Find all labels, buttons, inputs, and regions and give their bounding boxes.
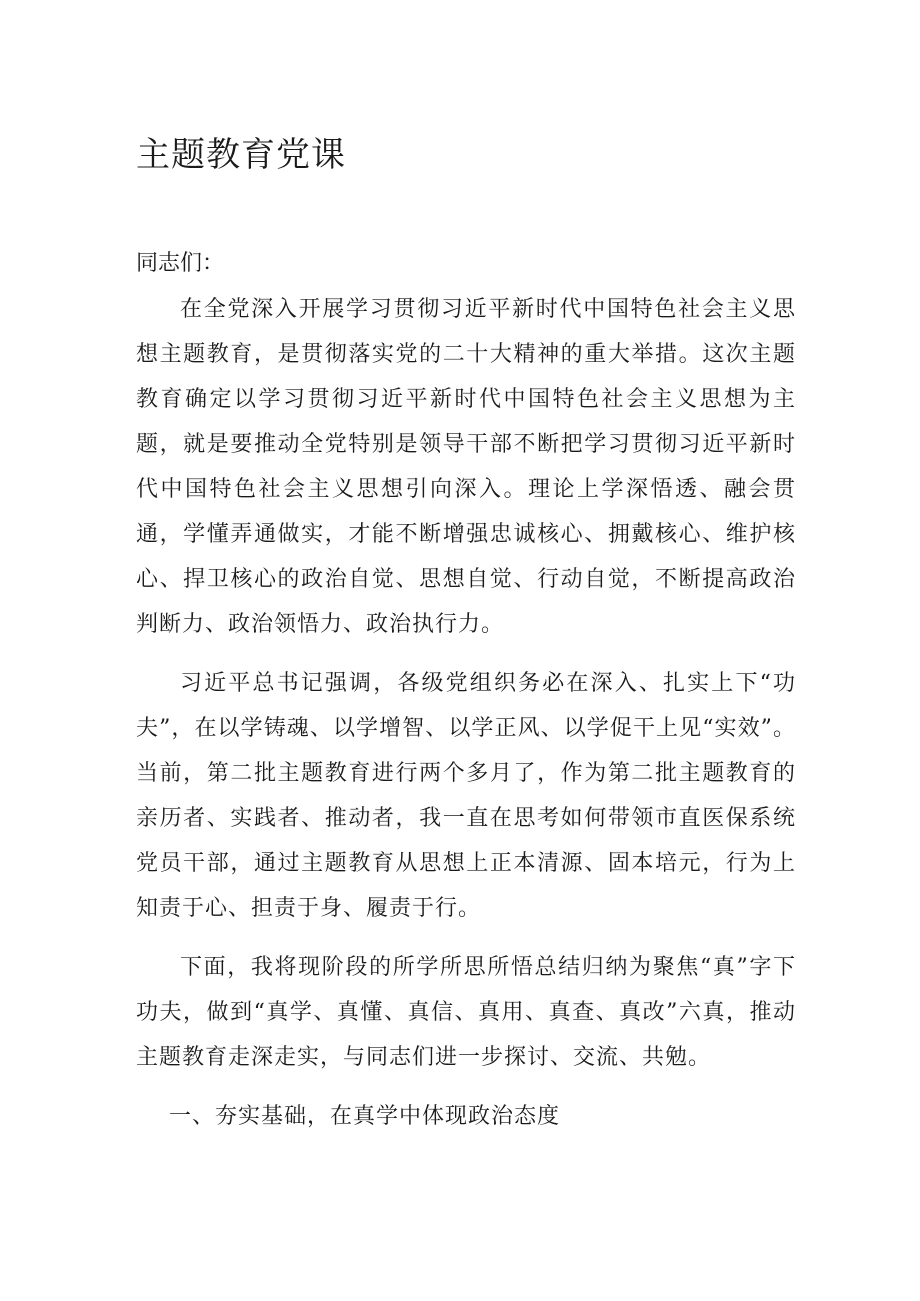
section-heading: 一、夯实基础，在真学中体现政治态度 (169, 1104, 561, 1129)
salutation: 同志们： (136, 251, 225, 276)
paragraph-introduction: 在全党深入开展学习贯彻习近平新时代中国特色社会主义思想主题教育，是贯彻落实党的二十大精神的重大举措。这次主题教育确定以学习贯彻习近平新时代中国特色社会主义思想为主题，就是要推动全党特别是领导干部不断把学习贯彻习近平新时代中国特色社会主义思想引向深入。理论上学深悟透、融会贯通，学懂弄通做实，才能不断增强忠诚核心、拥戴核心、维护核心、捍卫核心的政治自觉、思想自觉、行动自觉，不断提高政治判断力、政治领悟力、政治执行力。 (136, 297, 796, 637)
paragraph-outline: 下面，我将现阶段的所学所思所悟总结归纳为聚焦“真”字下功夫，做到“真学、真懂、真信、真用、真查、真改”六真，推动主题教育走深走实，与同志们进一步探讨、交流、共勉。 (136, 955, 796, 1070)
document-title: 主题教育党课 (136, 135, 346, 175)
paragraph-context: 习近平总书记强调，各级党组织务必在深入、扎实上下“功夫”，在以学铸魂、以学增智、以学正风、以学促干上见“实效”。当前，第二批主题教育进行两个多月了，作为第二批主题教育的亲历者、实践者、推动者，我一直在思考如何带领市直医保系统党员干部，通过主题教育从思想上正本清源、固本培元，行为上知责于心、担责于身、履责于行。 (136, 671, 796, 921)
document-body (136, 287, 796, 1153)
